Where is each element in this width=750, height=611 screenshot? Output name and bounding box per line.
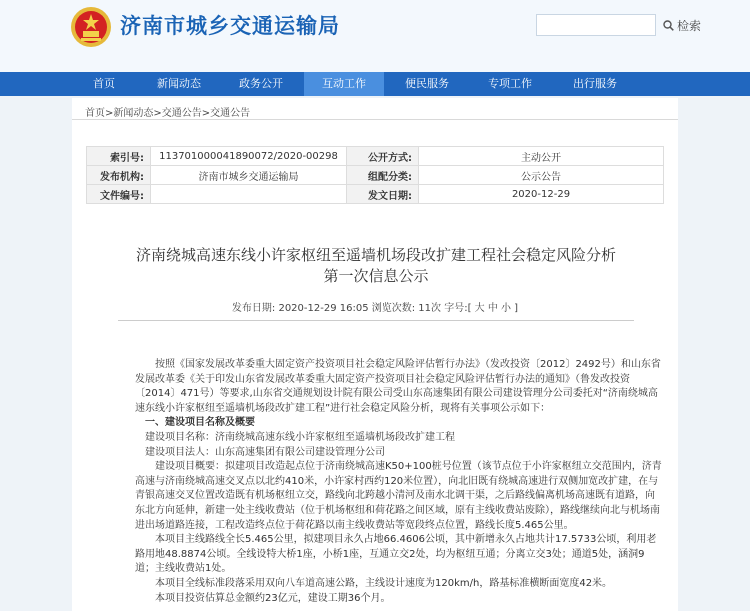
category-label: 组配分类: (347, 166, 419, 185)
breadcrumb[interactable]: 首页>新闻动态>交通公告>交通公告 (85, 108, 251, 119)
main-content (72, 98, 678, 611)
nav-item-government-affairs[interactable]: 政务公开 (239, 77, 283, 90)
breadcrumb-divider (72, 119, 678, 120)
article-meta: 发布日期: 2020-12-29 16:05 浏览次数: 11次 字号:[ 大 中 小 ] (231, 303, 519, 314)
nav-item-public-services[interactable]: 便民服务 (405, 77, 449, 90)
table-row (87, 166, 664, 185)
site-header (0, 0, 750, 72)
search-button-label: 检索 (677, 18, 702, 33)
nav-item-travel-services[interactable]: 出行服务 (573, 77, 617, 90)
doc-number-label: 文件编号: (87, 185, 151, 204)
issue-date-label: 发文日期: (347, 185, 419, 204)
project-standard-paragraph: 本项目全线标准段落采用双向八车道高速公路，主线设计速度为120km/h，路基标准横断面宽度42米。 (155, 577, 613, 589)
table-row (87, 147, 664, 166)
site-title[interactable]: 济南市城乡交通运输局 (120, 14, 340, 38)
publish-mode-value: 主动公开 (419, 147, 664, 166)
article-title: 济南绕城高速东线小许家枢纽至遥墙机场段改扩建工程社会稳定风险分析第一次信息公示 (136, 246, 617, 285)
project-investment-paragraph: 本项目投资估算总金额约23亿元，建设工期36个月。 (155, 592, 391, 604)
category-value: 公示公告 (419, 166, 664, 185)
publisher-label: 发布机构: (87, 166, 151, 185)
project-name-line: 建设项目名称：济南绕城高速东线小许家枢纽至遥墙机场段改扩建工程 (145, 431, 455, 443)
search-button[interactable] (663, 14, 701, 36)
national-emblem-icon (70, 6, 112, 48)
index-label: 索引号: (87, 147, 151, 166)
search-icon (663, 20, 674, 31)
nav-item-interaction[interactable]: 互动工作 (304, 72, 384, 96)
publisher-value: 济南市城乡交通运输局 (151, 166, 347, 185)
nav-item-home[interactable]: 首页 (93, 77, 115, 90)
publish-mode-label: 公开方式: (347, 147, 419, 166)
meta-divider (118, 320, 634, 321)
doc-number-value (151, 185, 347, 204)
index-value: 11370100004189007​2/2020-00298 (151, 147, 347, 166)
issue-date-value: 2020-12-29 (419, 185, 664, 204)
document-info-table (86, 146, 664, 204)
main-nav (0, 72, 750, 96)
table-row (87, 185, 664, 204)
project-overview-paragraph: 建设项目概要：拟建项目改造起点位于济南绕城高速K50+100桩号位置（该节点位于小许家枢纽立交范围内，济青高速与济南绕城高速交叉点以北约410米，小许家村西约120米位置），向北旧既有绕城高速进行双侧加宽改扩建，在与青银高速交叉位置改造既有机场枢纽立交，路线向北跨越小清河及南水北调干渠，之后路线偏离机场高速既有道路，向东北方向延伸，新建一处主线收费站（位于机场枢纽和荷花路之间区域，原有主线收费站废除），路线继续向北与机场南进出场道路连接，工程改造终点位于荷花路以南主线收费站等宽段终点位置，路线长度5.465公里。 (135, 461, 662, 531)
article-body (135, 358, 663, 606)
intro-paragraph: 按照《国家发展改革委重大固定资产投资项目社会稳定风险评估暂行办法》（发改投资〔2012〕2492号）和山东省发展改革委《关于印发山东省发展改革委重大固定资产投资项目社会稳定风险评估暂行办法的通知》（鲁发改投资〔2014〕471号）等要求,山东省交通规划设计院有限公司受山东高速集团有限公司建设管理分公司委托对“济南绕城高速东线小许家枢纽至遥墙机场段改扩建工程”进行社会稳定风险分析，现将有关事项公示如下： (135, 359, 661, 414)
nav-item-special-work[interactable]: 专项工作 (488, 77, 532, 90)
nav-item-news[interactable]: 新闻动态 (157, 77, 201, 90)
project-owner-line: 建设项目法人：山东高速集团有限公司建设管理分公司 (145, 446, 385, 458)
project-scale-paragraph: 本项目主线路线全长5.465公里，拟建项目永久占地66.4606公顷，其中新增永久占地共计17.5733公顷，利用老路用地48.8874公顷。全线设特大桥1座，小桥1座，互通立交2处，均为枢纽互通；分离立交3处；通道5处，涵洞9道；主线收费站1处。 (135, 534, 657, 575)
search-input[interactable] (536, 14, 656, 36)
section-heading: 一、建设项目名称及概要 (145, 417, 255, 429)
